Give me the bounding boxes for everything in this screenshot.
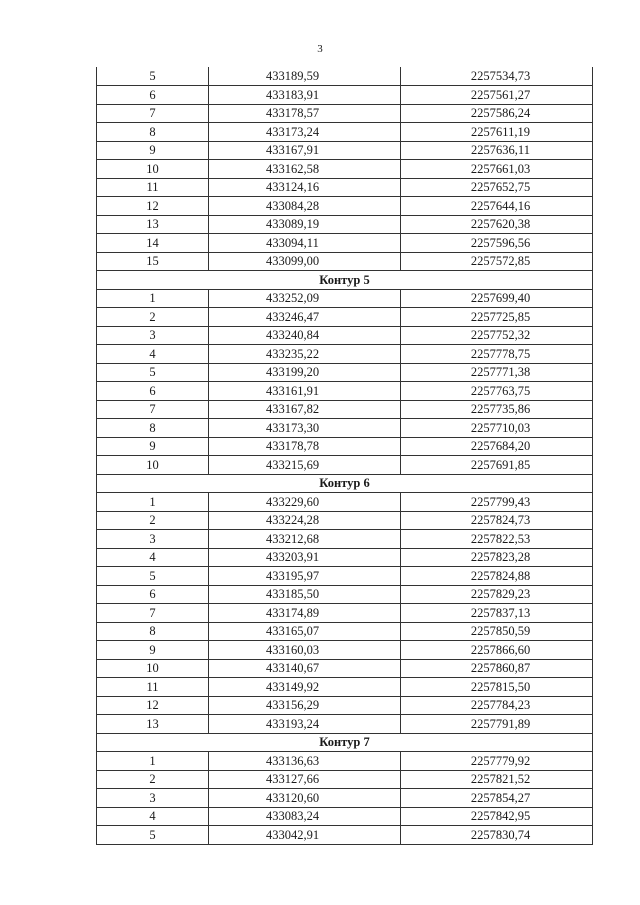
- y-coordinate-cell: [401, 678, 593, 697]
- x-coordinate-cell: [209, 659, 401, 678]
- point-number-value: 4: [149, 346, 156, 361]
- table-row: [97, 215, 593, 234]
- y-coordinate-cell: [401, 437, 593, 456]
- x-coordinate-value: 433160,03: [265, 642, 320, 657]
- point-number-value: 2: [149, 309, 156, 324]
- table-row: [97, 585, 593, 604]
- y-coordinate-value: 2257684,20: [470, 439, 531, 453]
- y-coordinate-cell: [401, 252, 593, 271]
- x-coordinate-cell: [209, 585, 401, 604]
- table-row: [97, 789, 593, 808]
- table-row: [97, 456, 593, 475]
- point-number-value: 7: [149, 605, 156, 620]
- y-coordinate-cell: [401, 493, 593, 512]
- x-coordinate-cell: [209, 178, 401, 197]
- x-coordinate-value: 433165,07: [265, 624, 320, 638]
- point-number-value: 3: [149, 531, 156, 546]
- point-number-value: 6: [149, 587, 156, 601]
- x-coordinate-cell: [209, 363, 401, 382]
- x-coordinate-value: 433195,97: [265, 568, 320, 583]
- point-number-value: 8: [149, 420, 156, 435]
- point-number-value: 15: [146, 254, 159, 268]
- y-coordinate-value: 2257561,27: [470, 87, 531, 102]
- point-number-value: 8: [149, 624, 156, 638]
- point-number-value: 10: [146, 661, 159, 675]
- x-coordinate-value: 433162,58: [265, 161, 320, 176]
- y-coordinate-value: 2257699,40: [470, 291, 531, 305]
- table-row: [97, 160, 593, 179]
- y-coordinate-value: 2257572,85: [470, 254, 531, 268]
- x-coordinate-cell: [209, 289, 401, 308]
- y-coordinate-cell: [401, 770, 593, 789]
- x-coordinate-value: 433252,09: [265, 291, 320, 305]
- point-number-value: 13: [146, 217, 159, 231]
- table-row: [97, 696, 593, 715]
- point-number-value: 4: [149, 550, 156, 564]
- point-number-value: 10: [146, 161, 159, 176]
- table-row: [97, 141, 593, 160]
- x-coordinate-value: 433212,68: [265, 531, 320, 546]
- table-row: [97, 178, 593, 197]
- point-number-cell: [97, 678, 209, 697]
- y-coordinate-value: 2257829,23: [470, 587, 531, 601]
- y-coordinate-value: 2257821,52: [470, 772, 531, 786]
- point-number-value: 5: [149, 827, 156, 842]
- x-coordinate-value: 433167,82: [265, 402, 320, 416]
- x-coordinate-value: 433156,29: [265, 698, 320, 712]
- y-coordinate-value: 2257763,75: [470, 383, 531, 398]
- y-coordinate-value: 2257824,88: [470, 568, 531, 583]
- point-number-value: 6: [149, 383, 156, 398]
- point-number-cell: [97, 659, 209, 678]
- table-row: [97, 715, 593, 734]
- x-coordinate-value: 433120,60: [265, 790, 320, 805]
- x-coordinate-cell: [209, 826, 401, 845]
- contour-header-row: [97, 474, 593, 493]
- point-number-cell: [97, 104, 209, 123]
- point-number-value: 2: [149, 513, 156, 527]
- point-number-cell: [97, 789, 209, 808]
- table-row: [97, 363, 593, 382]
- x-coordinate-cell: [209, 622, 401, 641]
- x-coordinate-cell: [209, 696, 401, 715]
- y-coordinate-value: 2257799,43: [470, 494, 531, 509]
- point-number-cell: [97, 548, 209, 567]
- point-number-cell: [97, 696, 209, 715]
- y-coordinate-cell: [401, 363, 593, 382]
- point-number-cell: [97, 493, 209, 512]
- point-number-cell: [97, 141, 209, 160]
- y-coordinate-cell: [401, 382, 593, 401]
- y-coordinate-cell: [401, 789, 593, 808]
- table-row: [97, 622, 593, 641]
- y-coordinate-cell: [401, 123, 593, 142]
- x-coordinate-value: 433136,63: [265, 753, 320, 768]
- table-row: [97, 437, 593, 456]
- y-coordinate-value: 2257636,11: [471, 143, 530, 157]
- point-number-cell: [97, 622, 209, 641]
- x-coordinate-cell: [209, 382, 401, 401]
- y-coordinate-value: 2257860,87: [470, 661, 531, 675]
- x-coordinate-cell: [209, 437, 401, 456]
- x-coordinate-cell: [209, 456, 401, 475]
- point-number-cell: [97, 197, 209, 216]
- y-coordinate-value: 2257586,24: [470, 106, 531, 120]
- y-coordinate-value: 2257791,89: [470, 716, 531, 731]
- point-number-value: 3: [149, 328, 156, 342]
- x-coordinate-cell: [209, 715, 401, 734]
- x-coordinate-cell: [209, 86, 401, 105]
- table-row: [97, 289, 593, 308]
- point-number-value: 12: [146, 698, 159, 712]
- table-row: [97, 548, 593, 567]
- y-coordinate-value: 2257842,95: [470, 809, 531, 823]
- point-number-cell: [97, 345, 209, 364]
- point-number-cell: [97, 382, 209, 401]
- y-coordinate-cell: [401, 696, 593, 715]
- point-number-cell: [97, 437, 209, 456]
- point-number-cell: [97, 641, 209, 660]
- x-coordinate-value: 433042,91: [265, 827, 320, 842]
- x-coordinate-cell: [209, 604, 401, 623]
- point-number-cell: [97, 178, 209, 197]
- point-number-value: 6: [149, 87, 156, 102]
- y-coordinate-cell: [401, 67, 593, 86]
- y-coordinate-cell: [401, 585, 593, 604]
- table-row: [97, 567, 593, 586]
- point-number-cell: [97, 123, 209, 142]
- point-number-value: 9: [149, 439, 156, 453]
- table-row: [97, 400, 593, 419]
- table-row: [97, 382, 593, 401]
- contour-header-row: [97, 733, 593, 752]
- x-coordinate-value: 433235,22: [265, 346, 320, 361]
- x-coordinate-value: 433215,69: [265, 457, 320, 472]
- y-coordinate-cell: [401, 604, 593, 623]
- point-number-cell: [97, 363, 209, 382]
- x-coordinate-value: 433199,20: [265, 365, 320, 379]
- y-coordinate-value: 2257815,50: [470, 679, 531, 694]
- y-coordinate-cell: [401, 530, 593, 549]
- table-row: [97, 678, 593, 697]
- table-row: [97, 308, 593, 327]
- table-row: [97, 641, 593, 660]
- table-row: [97, 752, 593, 771]
- table-row: [97, 326, 593, 345]
- page-number: 3: [317, 43, 323, 55]
- point-number-cell: [97, 326, 209, 345]
- y-coordinate-value: 2257824,73: [470, 513, 531, 527]
- y-coordinate-value: 2257784,23: [470, 698, 531, 712]
- table-row: [97, 659, 593, 678]
- table-row: [97, 104, 593, 123]
- coordinates-table: [96, 67, 593, 845]
- point-number-value: 10: [146, 457, 159, 472]
- y-coordinate-cell: [401, 308, 593, 327]
- point-number-value: 3: [149, 790, 156, 805]
- point-number-value: 8: [149, 124, 156, 139]
- x-coordinate-value: 433149,92: [265, 679, 320, 694]
- table-row: [97, 123, 593, 142]
- contour-header-row: [97, 271, 593, 290]
- y-coordinate-cell: [401, 807, 593, 826]
- x-coordinate-cell: [209, 234, 401, 253]
- point-number-cell: [97, 400, 209, 419]
- y-coordinate-cell: [401, 234, 593, 253]
- point-number-cell: [97, 67, 209, 86]
- point-number-cell: [97, 234, 209, 253]
- x-coordinate-cell: [209, 160, 401, 179]
- y-coordinate-value: 2257620,38: [470, 217, 531, 231]
- y-coordinate-value: 2257661,03: [470, 161, 531, 176]
- x-coordinate-cell: [209, 215, 401, 234]
- y-coordinate-value: 2257596,56: [470, 235, 531, 250]
- point-number-value: 14: [146, 235, 159, 250]
- table-row: [97, 493, 593, 512]
- point-number-value: 11: [146, 180, 159, 194]
- point-number-value: 5: [149, 568, 156, 583]
- x-coordinate-cell: [209, 752, 401, 771]
- x-coordinate-cell: [209, 530, 401, 549]
- y-coordinate-value: 2257644,16: [470, 198, 531, 213]
- point-number-value: 1: [149, 291, 156, 305]
- x-coordinate-cell: [209, 511, 401, 530]
- point-number-cell: [97, 752, 209, 771]
- point-number-cell: [97, 567, 209, 586]
- table-row: [97, 604, 593, 623]
- point-number-value: 12: [146, 198, 159, 213]
- x-coordinate-cell: [209, 197, 401, 216]
- table-row: [97, 419, 593, 438]
- y-coordinate-cell: [401, 289, 593, 308]
- table-row: [97, 770, 593, 789]
- point-number-value: 11: [146, 679, 159, 694]
- y-coordinate-value: 2257830,74: [470, 827, 531, 842]
- point-number-cell: [97, 308, 209, 327]
- y-coordinate-value: 2257822,53: [470, 531, 531, 546]
- x-coordinate-value: 433246,47: [265, 309, 320, 324]
- x-coordinate-value: 433140,67: [265, 661, 320, 675]
- y-coordinate-value: 2257779,92: [470, 753, 531, 768]
- x-coordinate-cell: [209, 308, 401, 327]
- x-coordinate-value: 433183,91: [265, 87, 320, 102]
- x-coordinate-value: 433185,50: [265, 587, 320, 601]
- x-coordinate-value: 433083,24: [265, 809, 320, 823]
- y-coordinate-cell: [401, 511, 593, 530]
- y-coordinate-value: 2257710,03: [470, 420, 531, 435]
- x-coordinate-value: 433174,89: [265, 605, 320, 620]
- contour-title: Контур 5: [97, 271, 593, 290]
- y-coordinate-cell: [401, 567, 593, 586]
- y-coordinate-value: 2257837,13: [470, 605, 531, 620]
- y-coordinate-value: 2257534,73: [470, 68, 531, 83]
- point-number-cell: [97, 160, 209, 179]
- x-coordinate-value: 433203,91: [265, 550, 320, 564]
- y-coordinate-cell: [401, 326, 593, 345]
- y-coordinate-cell: [401, 826, 593, 845]
- y-coordinate-cell: [401, 215, 593, 234]
- x-coordinate-value: 433161,91: [265, 383, 320, 398]
- y-coordinate-value: 2257725,85: [470, 309, 531, 324]
- x-coordinate-cell: [209, 493, 401, 512]
- point-number-cell: [97, 604, 209, 623]
- y-coordinate-value: 2257752,32: [470, 328, 531, 342]
- y-coordinate-value: 2257771,38: [470, 365, 531, 379]
- y-coordinate-cell: [401, 400, 593, 419]
- table-row: [97, 530, 593, 549]
- x-coordinate-value: 433173,24: [265, 124, 320, 139]
- x-coordinate-cell: [209, 678, 401, 697]
- contour-title: Контур 7: [97, 733, 593, 752]
- x-coordinate-cell: [209, 123, 401, 142]
- x-coordinate-value: 433089,19: [265, 217, 320, 231]
- y-coordinate-value: 2257866,60: [470, 642, 531, 657]
- table-row: [97, 234, 593, 253]
- y-coordinate-cell: [401, 622, 593, 641]
- x-coordinate-cell: [209, 67, 401, 86]
- x-coordinate-cell: [209, 141, 401, 160]
- table-row: [97, 511, 593, 530]
- y-coordinate-cell: [401, 86, 593, 105]
- point-number-cell: [97, 826, 209, 845]
- point-number-value: 2: [149, 772, 156, 786]
- x-coordinate-value: 433094,11: [266, 235, 319, 250]
- x-coordinate-cell: [209, 419, 401, 438]
- point-number-value: 1: [149, 753, 156, 768]
- y-coordinate-value: 2257850,59: [470, 624, 531, 638]
- y-coordinate-value: 2257778,75: [470, 346, 531, 361]
- table-row: [97, 67, 593, 86]
- x-coordinate-value: 433084,28: [265, 198, 320, 213]
- point-number-value: 1: [149, 494, 156, 509]
- y-coordinate-cell: [401, 345, 593, 364]
- x-coordinate-cell: [209, 807, 401, 826]
- point-number-value: 13: [146, 716, 159, 731]
- x-coordinate-cell: [209, 252, 401, 271]
- y-coordinate-cell: [401, 548, 593, 567]
- point-number-cell: [97, 807, 209, 826]
- x-coordinate-value: 433229,60: [265, 494, 320, 509]
- y-coordinate-value: 2257854,27: [470, 790, 531, 805]
- point-number-cell: [97, 770, 209, 789]
- coordinates-table-body: [97, 67, 593, 844]
- y-coordinate-value: 2257652,75: [470, 180, 531, 194]
- y-coordinate-value: 2257611,19: [471, 124, 530, 139]
- x-coordinate-value: 433178,57: [265, 106, 320, 120]
- y-coordinate-cell: [401, 641, 593, 660]
- y-coordinate-value: 2257823,28: [470, 550, 531, 564]
- x-coordinate-value: 433099,00: [265, 254, 320, 268]
- x-coordinate-cell: [209, 641, 401, 660]
- y-coordinate-cell: [401, 178, 593, 197]
- x-coordinate-cell: [209, 326, 401, 345]
- point-number-cell: [97, 252, 209, 271]
- point-number-value: 9: [149, 642, 156, 657]
- x-coordinate-value: 433173,30: [265, 420, 320, 435]
- x-coordinate-value: 433193,24: [265, 716, 320, 731]
- x-coordinate-value: 433127,66: [265, 772, 320, 786]
- point-number-cell: [97, 456, 209, 475]
- x-coordinate-value: 433124,16: [265, 180, 320, 194]
- x-coordinate-value: 433240,84: [265, 328, 320, 342]
- x-coordinate-cell: [209, 567, 401, 586]
- table-row: [97, 252, 593, 271]
- x-coordinate-value: 433167,91: [265, 143, 320, 157]
- table-row: [97, 807, 593, 826]
- x-coordinate-cell: [209, 345, 401, 364]
- y-coordinate-value: 2257691,85: [470, 457, 531, 472]
- point-number-value: 4: [149, 809, 156, 823]
- point-number-cell: [97, 419, 209, 438]
- table-row: [97, 86, 593, 105]
- table-row: [97, 197, 593, 216]
- point-number-cell: [97, 585, 209, 604]
- y-coordinate-cell: [401, 715, 593, 734]
- point-number-value: 7: [149, 402, 156, 416]
- point-number-cell: [97, 530, 209, 549]
- y-coordinate-cell: [401, 419, 593, 438]
- y-coordinate-cell: [401, 141, 593, 160]
- point-number-value: 5: [149, 68, 156, 83]
- x-coordinate-cell: [209, 400, 401, 419]
- table-row: [97, 345, 593, 364]
- y-coordinate-value: 2257735,86: [470, 402, 531, 416]
- y-coordinate-cell: [401, 160, 593, 179]
- point-number-cell: [97, 511, 209, 530]
- y-coordinate-cell: [401, 752, 593, 771]
- point-number-cell: [97, 215, 209, 234]
- point-number-cell: [97, 289, 209, 308]
- x-coordinate-value: 433224,28: [265, 513, 320, 527]
- x-coordinate-cell: [209, 104, 401, 123]
- point-number-value: 5: [149, 365, 156, 379]
- contour-title: Контур 6: [97, 474, 593, 493]
- x-coordinate-cell: [209, 548, 401, 567]
- table-row: [97, 826, 593, 845]
- point-number-cell: [97, 86, 209, 105]
- point-number-value: 9: [149, 143, 156, 157]
- x-coordinate-value: 433189,59: [265, 68, 320, 83]
- point-number-value: 7: [149, 106, 156, 120]
- y-coordinate-cell: [401, 104, 593, 123]
- point-number-cell: [97, 715, 209, 734]
- y-coordinate-cell: [401, 456, 593, 475]
- y-coordinate-cell: [401, 197, 593, 216]
- y-coordinate-cell: [401, 659, 593, 678]
- x-coordinate-value: 433178,78: [265, 439, 320, 453]
- x-coordinate-cell: [209, 770, 401, 789]
- x-coordinate-cell: [209, 789, 401, 808]
